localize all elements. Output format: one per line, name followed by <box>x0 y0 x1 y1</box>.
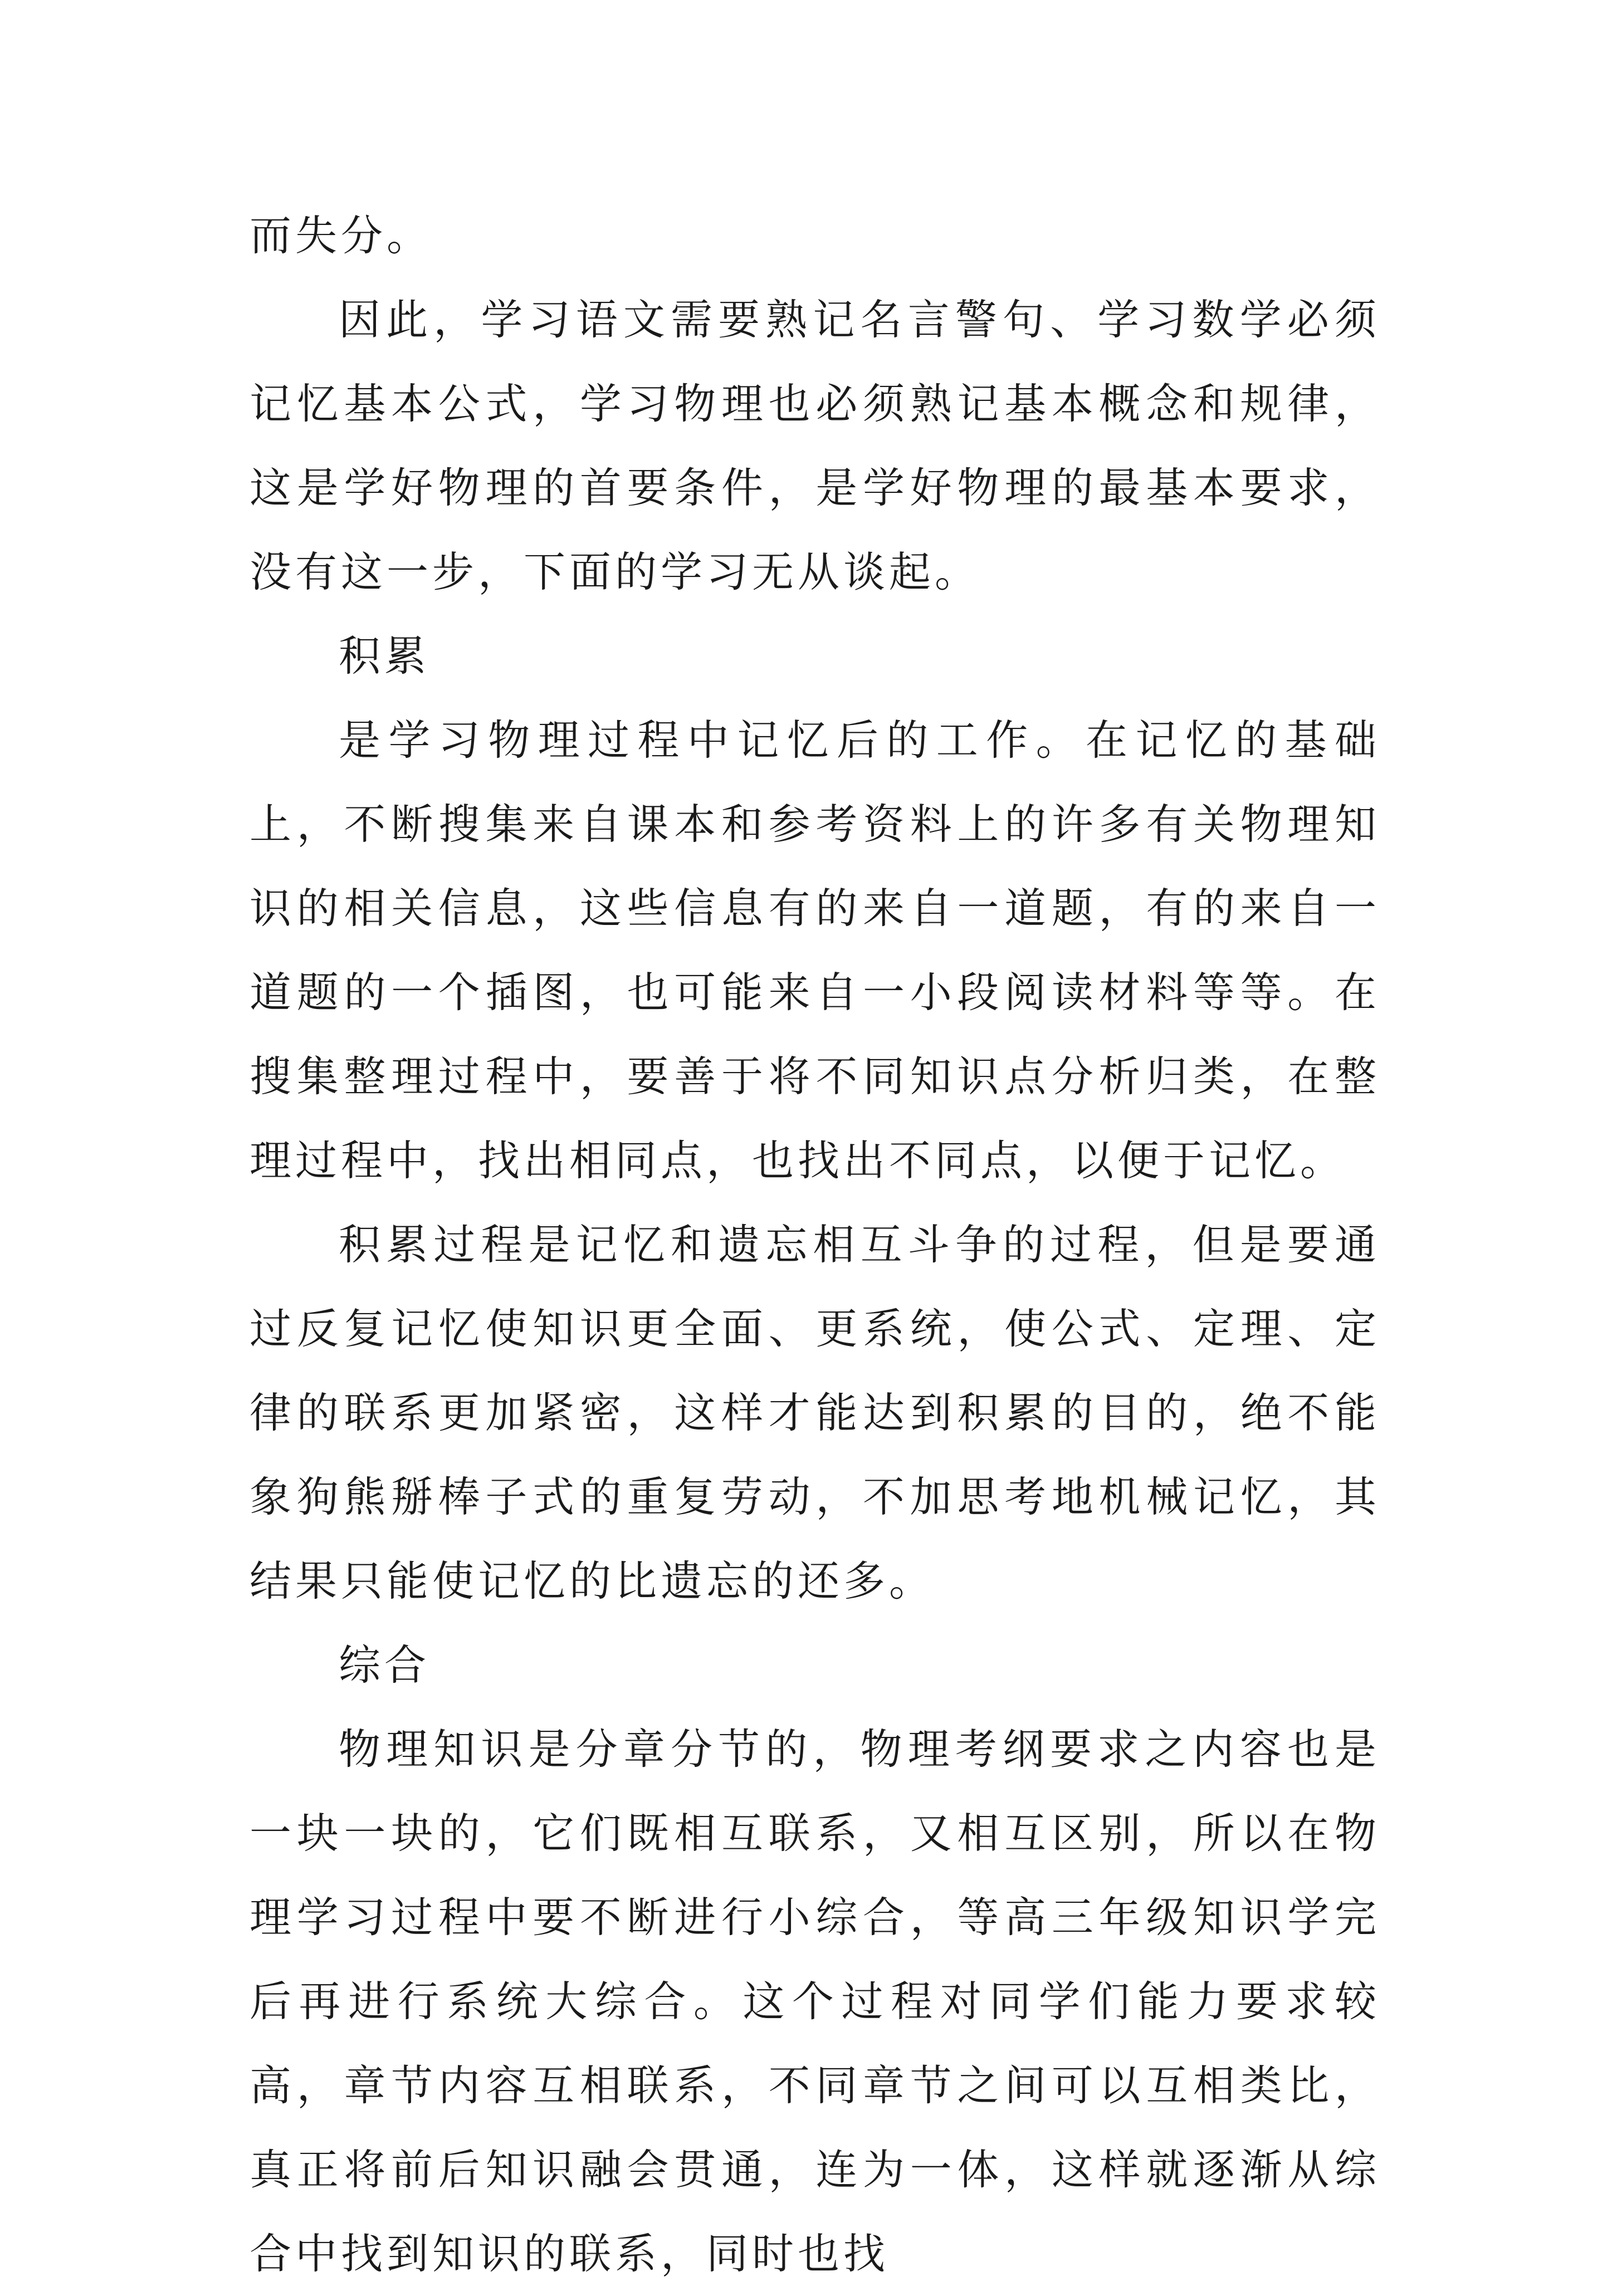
section-heading-synthesis: 综合 <box>339 1641 431 1690</box>
section-heading-accumulation: 积累 <box>339 631 431 681</box>
paragraph-accumulation-process: 积累过程是记忆和遗忘相互斗争的过程，但是要通过反复记忆使知识更全面、更系统，使公式、定理、定律的联系更加紧密，这样才能达到积累的目的，绝不能象狗熊掰棒子式的重复劳动，不加思考地机械记忆，其结果只能使记忆的比遗忘的还多。 <box>250 1220 1380 1605</box>
paragraph-continuation: 而失分。 <box>250 211 433 260</box>
document-body <box>250 194 1380 2296</box>
paragraph-accumulation-definition: 是学习物理过程中记忆后的工作。在记忆的基础上，不断搜集来自课本和参考资料上的许多有关物理知识的相关信息，这些信息有的来自一道题，有的来自一道题的一个插图，也可能来自一小段阅读材料等等。在搜集整理过程中，要善于将不同知识点分析归类，在整理过程中，找出相同点，也找出不同点，以便于记忆。 <box>250 716 1380 1185</box>
paragraph-synthesis: 物理知识是分章分节的，物理考纲要求之内容也是一块一块的，它们既相互联系，又相互区别，所以在物理学习过程中要不断进行小综合，等高三年级知识学完后再进行系统大综合。这个过程对同学们能力要求较高，章节内容互相联系，不同章节之间可以互相类比，真正将前后知识融会贯通，连为一体，这样就逐渐从综合中找到知识的联系，同时也找 <box>250 1725 1380 2278</box>
paragraph-memory-conclusion: 因此，学习语文需要熟记名言警句、学习数学必须记忆基本公式，学习物理也必须熟记基本概念和规律，这是学好物理的首要条件，是学好物理的最基本要求，没有这一步，下面的学习无从谈起。 <box>250 295 1380 596</box>
